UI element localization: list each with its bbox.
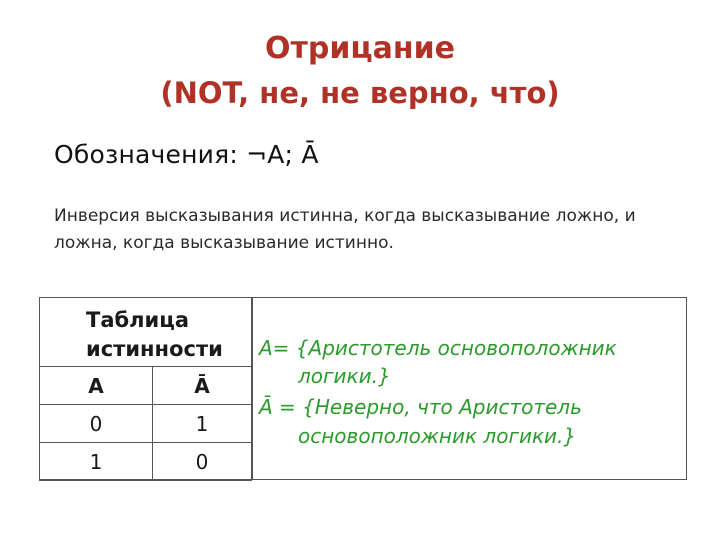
truth-table: [39, 366, 252, 481]
example-not-a-line1: Ā = {Неверно, что Аристотель: [259, 395, 582, 419]
table-row: [40, 405, 252, 443]
table-cell: 0: [153, 443, 252, 481]
example-not-a-line2: основоположник логики.}: [298, 424, 577, 448]
notation-line: Обозначения: ¬A; Ā: [54, 140, 319, 169]
example-a-line1: A= {Аристотель основоположник: [259, 336, 617, 360]
example-a-line2: логики.}: [298, 364, 391, 388]
slide-subtitle: (NOT, не, не верно, что): [160, 76, 560, 110]
truth-table-header: [86, 306, 223, 364]
truth-table-head-row: [40, 367, 252, 405]
description-paragraph: Инверсия высказывания истинна, когда высказывание ложно, и ложна, когда высказывание истинно.: [54, 206, 636, 253]
truth-table-header-line2: истинности: [86, 337, 223, 361]
table-cell: 1: [153, 405, 252, 443]
column-header-a: A: [40, 367, 153, 405]
table-cell: 1: [40, 443, 153, 481]
slide-title: Отрицание: [265, 31, 455, 66]
table-row: [40, 443, 252, 481]
column-header-not-a: Ā: [153, 367, 252, 405]
truth-table-header-line1: Таблица: [86, 308, 189, 332]
table-cell: 0: [40, 405, 153, 443]
